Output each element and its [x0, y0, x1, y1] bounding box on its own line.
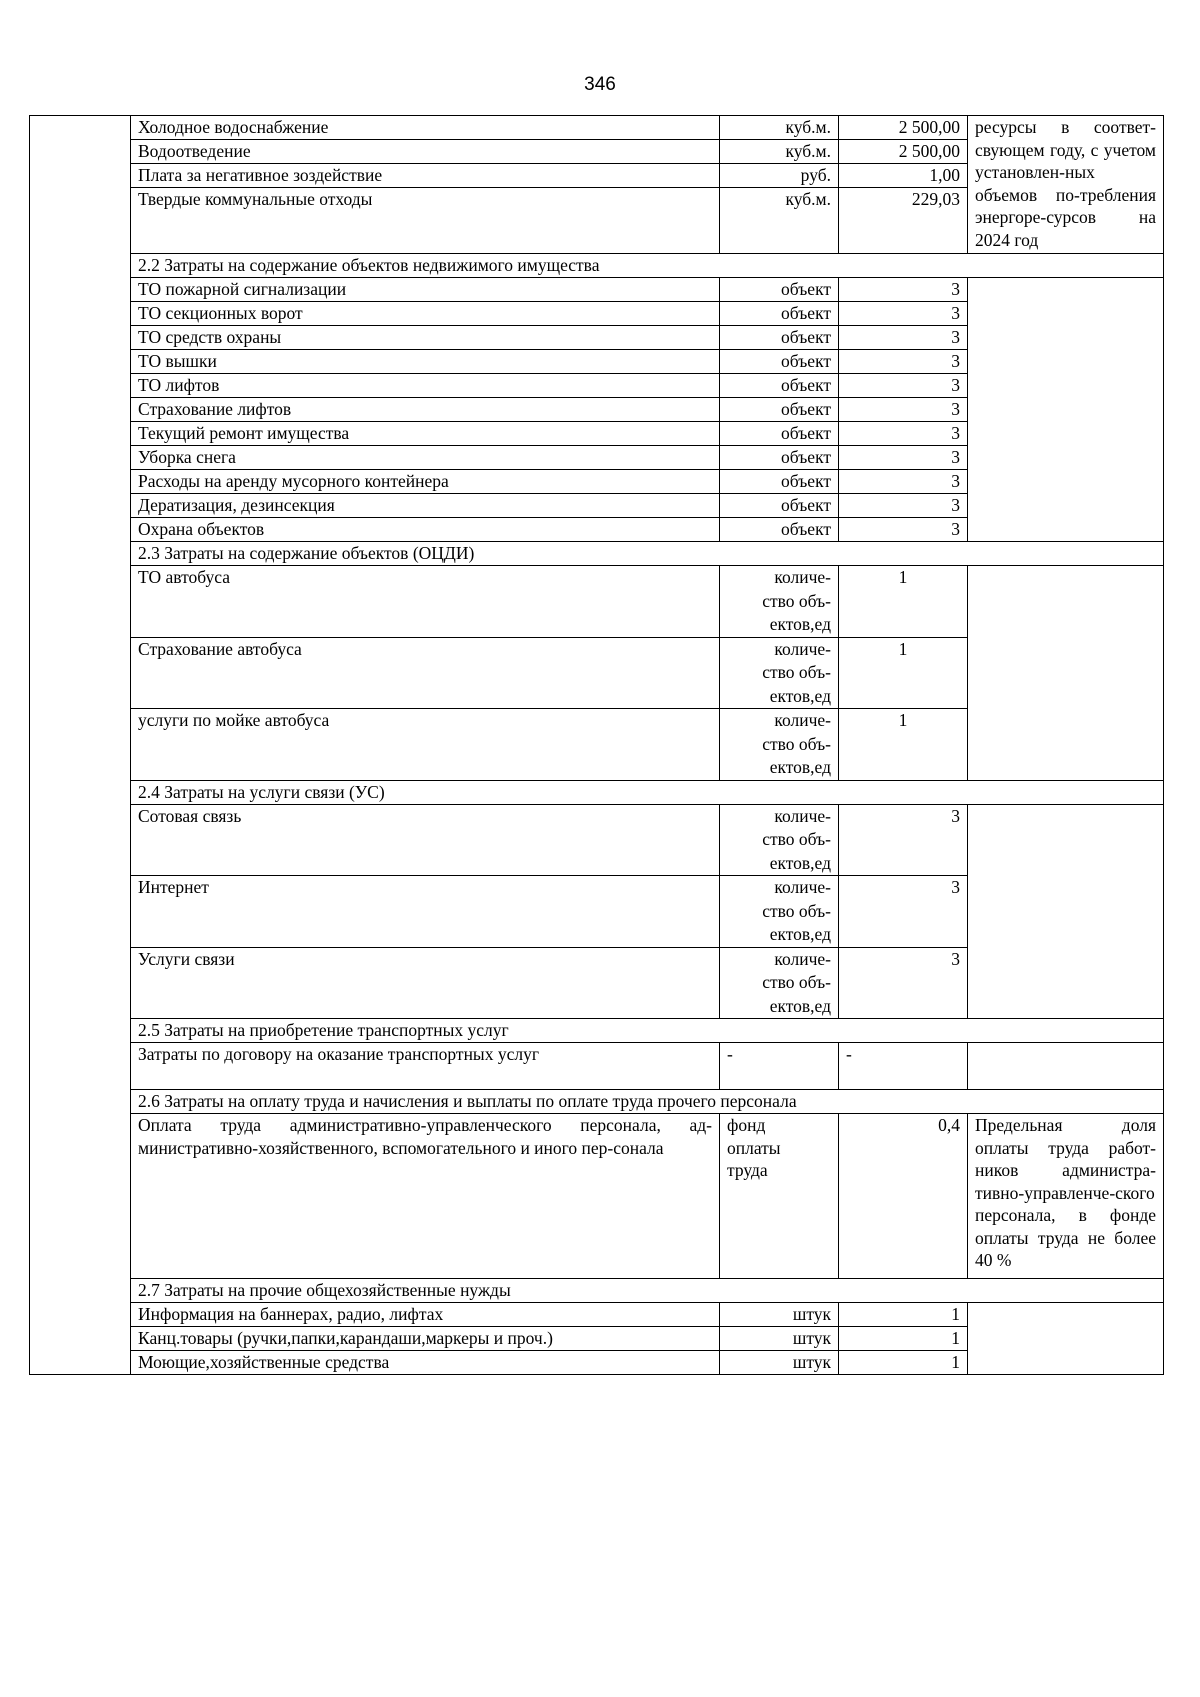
row-name: Уборка снега — [131, 446, 720, 470]
unit-line: ство объ- — [762, 829, 831, 849]
section-heading: 2.7 Затраты на прочие общехозяйственные нужды — [131, 1279, 1164, 1303]
row-name: ТО секционных ворот — [131, 302, 720, 326]
row-unit: объект — [720, 398, 839, 422]
row-unit: объект — [720, 518, 839, 542]
unit-line: ство объ- — [762, 590, 831, 611]
row-unit: объект — [720, 422, 839, 446]
row-value: 3 — [839, 350, 968, 374]
section-heading-row — [30, 1279, 1164, 1303]
unit-line: фонд — [727, 1115, 766, 1135]
empty-note-cell — [968, 1303, 1164, 1375]
row-unit: объект — [720, 374, 839, 398]
empty-note-cell — [968, 278, 1164, 542]
row-name: Страхование лифтов — [131, 398, 720, 422]
row-name: Страхование автобуса — [131, 637, 720, 709]
row-unit — [720, 1114, 839, 1279]
row-name: Сотовая связь — [131, 804, 720, 876]
section-heading: 2.2 Затраты на содержание объектов недвижимого имущества — [131, 254, 1164, 278]
row-value: 3 — [839, 804, 968, 876]
page-number: 346 — [584, 74, 616, 95]
table-row — [30, 278, 1164, 302]
section-heading: 2.5 Затраты на приобретение транспортных услуг — [131, 1019, 1164, 1043]
row-name: ТО вышки — [131, 350, 720, 374]
section-heading: 2.4 Затраты на услуги связи (УС) — [131, 780, 1164, 804]
row-unit: штук — [720, 1303, 839, 1327]
row-name: Канц.товары (ручки,папки,карандаши,маркеры и проч.) — [131, 1327, 720, 1351]
row-value: 3 — [839, 398, 968, 422]
row-name: Холодное водоснабжение — [131, 116, 720, 140]
row-value: 3 — [839, 446, 968, 470]
row-name: Текущий ремонт имущества — [131, 422, 720, 446]
row-unit — [720, 804, 839, 876]
row-value: 2 500,00 — [839, 116, 968, 140]
empty-note-cell — [968, 566, 1164, 781]
unit-line: ектов,ед — [769, 757, 831, 777]
unit-line: ство объ- — [762, 662, 831, 682]
row-value: 3 — [839, 947, 968, 1019]
row-value: - — [839, 1043, 968, 1090]
left-margin-cell — [30, 116, 131, 1375]
row-name: Охрана объектов — [131, 518, 720, 542]
row-value: 3 — [839, 876, 968, 948]
row-unit: объект — [720, 446, 839, 470]
row-unit: куб.м. — [720, 140, 839, 164]
section-heading: 2.6 Затраты на оплату труда и начисления и выплаты по оплате труда прочего персонала — [131, 1090, 1164, 1114]
row-value: 1,00 — [839, 164, 968, 188]
row-unit — [720, 637, 839, 709]
row-unit — [720, 709, 839, 781]
row-value: 3 — [839, 422, 968, 446]
row-unit: руб. — [720, 164, 839, 188]
row-unit: куб.м. — [720, 188, 839, 254]
row-unit: куб.м. — [720, 116, 839, 140]
row-unit: объект — [720, 470, 839, 494]
table-row — [30, 116, 1164, 140]
unit-line: ектов,ед — [769, 685, 831, 706]
row-name: Твердые коммунальные отходы — [131, 188, 720, 254]
row-value: 3 — [839, 326, 968, 350]
row-name: Услуги связи — [131, 947, 720, 1019]
row-name: ТО средств охраны — [131, 326, 720, 350]
section-heading-row — [30, 1019, 1164, 1043]
row-unit: штук — [720, 1351, 839, 1375]
unit-line: ектов,ед — [769, 924, 831, 944]
table-row — [30, 1114, 1164, 1279]
unit-line: труда — [727, 1160, 768, 1180]
unit-line: ство объ- — [762, 972, 831, 992]
row-name: Интернет — [131, 876, 720, 948]
row-value: 3 — [839, 302, 968, 326]
row-value: 0,4 — [839, 1114, 968, 1279]
section-heading: 2.3 Затраты на содержание объектов (ОЦДИ) — [131, 542, 1164, 566]
row-value: 2 500,00 — [839, 140, 968, 164]
row-name: услуги по мойке автобуса — [131, 709, 720, 781]
note-utilities: ресурсы в соответ-свующем году, с учетом установлен-ных объемов по-требления энергоре-сурсов на 2024 год — [968, 116, 1164, 254]
unit-line: оплаты — [727, 1137, 781, 1158]
unit-line: количе- — [774, 710, 831, 730]
row-value: 3 — [839, 278, 968, 302]
row-unit — [720, 876, 839, 948]
row-value: 1 — [839, 1351, 968, 1375]
section-heading-row — [30, 1090, 1164, 1114]
table-row — [30, 804, 1164, 876]
empty-note-cell — [968, 1043, 1164, 1090]
row-value: 1 — [839, 1303, 968, 1327]
unit-line: количе- — [774, 567, 831, 587]
row-value: 1 — [839, 1327, 968, 1351]
row-value: 3 — [839, 494, 968, 518]
section-heading-row — [30, 542, 1164, 566]
unit-line: количе- — [774, 948, 831, 969]
unit-line: ектов,ед — [769, 614, 831, 634]
row-unit: объект — [720, 302, 839, 326]
row-value: 1 — [839, 637, 968, 709]
section-heading-row — [30, 254, 1164, 278]
row-name: ТО автобуса — [131, 566, 720, 638]
unit-line: ство объ- — [762, 900, 831, 921]
row-unit: - — [720, 1043, 839, 1090]
row-unit — [720, 947, 839, 1019]
unit-line: ектов,ед — [769, 852, 831, 873]
unit-line: количе- — [774, 805, 831, 826]
unit-line: количе- — [774, 638, 831, 659]
cost-table — [29, 115, 1164, 1375]
table-row — [30, 1043, 1164, 1090]
row-name: ТО лифтов — [131, 374, 720, 398]
row-unit: объект — [720, 494, 839, 518]
row-value: 3 — [839, 374, 968, 398]
row-name: Моющие,хозяйственные средства — [131, 1351, 720, 1375]
row-name: Водоотведение — [131, 140, 720, 164]
row-unit — [720, 566, 839, 638]
unit-line: количе- — [774, 877, 831, 897]
empty-note-cell — [968, 804, 1164, 1019]
row-name: ТО пожарной сигнализации — [131, 278, 720, 302]
row-value: 3 — [839, 518, 968, 542]
row-unit: объект — [720, 326, 839, 350]
note-salary-limit: Предельная доля оплаты труда работ-ников администра-тивно-управленче-ского персонала, в фонде оплаты труда не более 40 % — [968, 1114, 1164, 1279]
row-value: 1 — [839, 709, 968, 781]
row-name: Информация на баннерах, радио, лифтах — [131, 1303, 720, 1327]
row-unit: объект — [720, 350, 839, 374]
table-row — [30, 566, 1164, 638]
row-unit: объект — [720, 278, 839, 302]
unit-line: ство объ- — [762, 733, 831, 754]
row-value: 229,03 — [839, 188, 968, 254]
section-heading-row — [30, 780, 1164, 804]
row-name: Оплата труда административно-управленческого персонала, ад-министративно-хозяйственного, вспомогательного и иного пер-сонала — [131, 1114, 720, 1279]
unit-line: ектов,ед — [769, 995, 831, 1016]
row-unit: штук — [720, 1327, 839, 1351]
row-name: Плата за негативное зоздействие — [131, 164, 720, 188]
row-value: 3 — [839, 470, 968, 494]
row-value: 1 — [839, 566, 968, 638]
row-name: Расходы на аренду мусорного контейнера — [131, 470, 720, 494]
row-name: Затраты по договору на оказание транспортных услуг — [131, 1043, 720, 1090]
row-name: Дератизация, дезинсекция — [131, 494, 720, 518]
table-row — [30, 1303, 1164, 1327]
